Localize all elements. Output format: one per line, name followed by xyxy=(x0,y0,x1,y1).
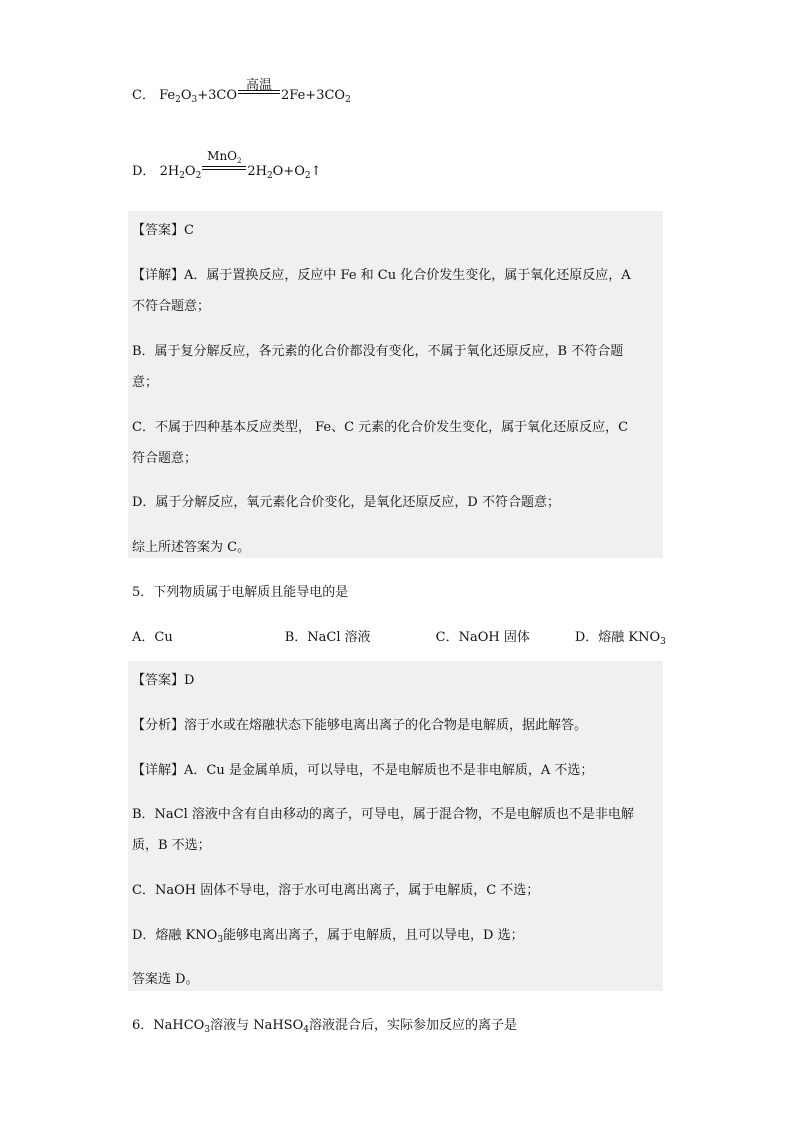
summary-line: 综上所述答案为 C。 xyxy=(132,540,251,555)
detail-line: 符合题意； xyxy=(132,451,198,466)
question-stem: 6．NaHCO$_3$溶液与 NaHSO$_4$溶液混合后，实际参加反应的离子是 xyxy=(132,1018,517,1035)
detail-line: 意； xyxy=(132,375,159,390)
detail-line: 【详解】A．Cu 是金属单质，可以导电，不是电解质也不是非电解质，A 不选； xyxy=(132,763,594,778)
option-c: C．NaOH 固体 xyxy=(435,630,530,645)
reaction-condition: 高温 xyxy=(246,78,273,93)
option-b: B．NaCl 溶液 xyxy=(284,630,371,645)
detail-line: C．不属于四种基本反应类型， Fe、C 元素的化合价发生变化，属于氧化还原反应，C xyxy=(132,420,629,435)
question-stem: 5．下列物质属于电解质且能导电的是 xyxy=(132,585,349,600)
detail-line: 不符合题意； xyxy=(132,299,211,314)
detail-line: D．属于分解反应，氧元素化合价变化，是氧化还原反应，D 不符合题意； xyxy=(132,495,560,510)
detail-line: B．NaCl 溶液中含有自由移动的离子，可导电，属于混合物，不是电解质也不是非电解 xyxy=(132,807,634,822)
reaction-arrow xyxy=(238,78,280,101)
detail-line: 【详解】A．属于置换反应，反应中 Fe 和 Cu 化合价发生变化，属于氧化还原反应，A xyxy=(132,268,631,283)
reaction-arrow xyxy=(202,149,246,177)
detail-line: B．属于复分解反应，各元素的化合价都没有变化，不属于氧化还原反应，B 不符合题 xyxy=(132,344,624,359)
answer-line: 【答案】C xyxy=(132,223,194,238)
summary-line: 答案选 D。 xyxy=(132,972,199,987)
detail-line: C．NaOH 固体不导电，溶于水可电离出离子，属于电解质，C 不选； xyxy=(132,883,540,898)
option-c-equation: C． $Fe_2O_3+3CO$ 高温 $2Fe+3CO_2$ xyxy=(132,84,351,103)
reaction-condition: MnO$_2$ xyxy=(207,149,242,165)
option-d-equation: D． $2H_2O_2$ MnO$_2$ $2H_2O+O_2↑$ xyxy=(132,149,322,181)
option-a: A．Cu xyxy=(132,630,173,645)
option-d: D．熔融 $KNO_3$ xyxy=(574,630,666,647)
detail-line: D．熔融 $KNO_3$能够电离出离子，属于电解质，且可以导电，D 选； xyxy=(132,928,524,945)
question-options xyxy=(132,626,666,645)
detail-line: 质，B 不选； xyxy=(132,838,211,853)
analysis-line: 【分析】溶于水或在熔融状态下能够电离出离子的化合物是电解质，据此解答。 xyxy=(132,718,588,733)
answer-line: 【答案】D xyxy=(132,673,195,688)
